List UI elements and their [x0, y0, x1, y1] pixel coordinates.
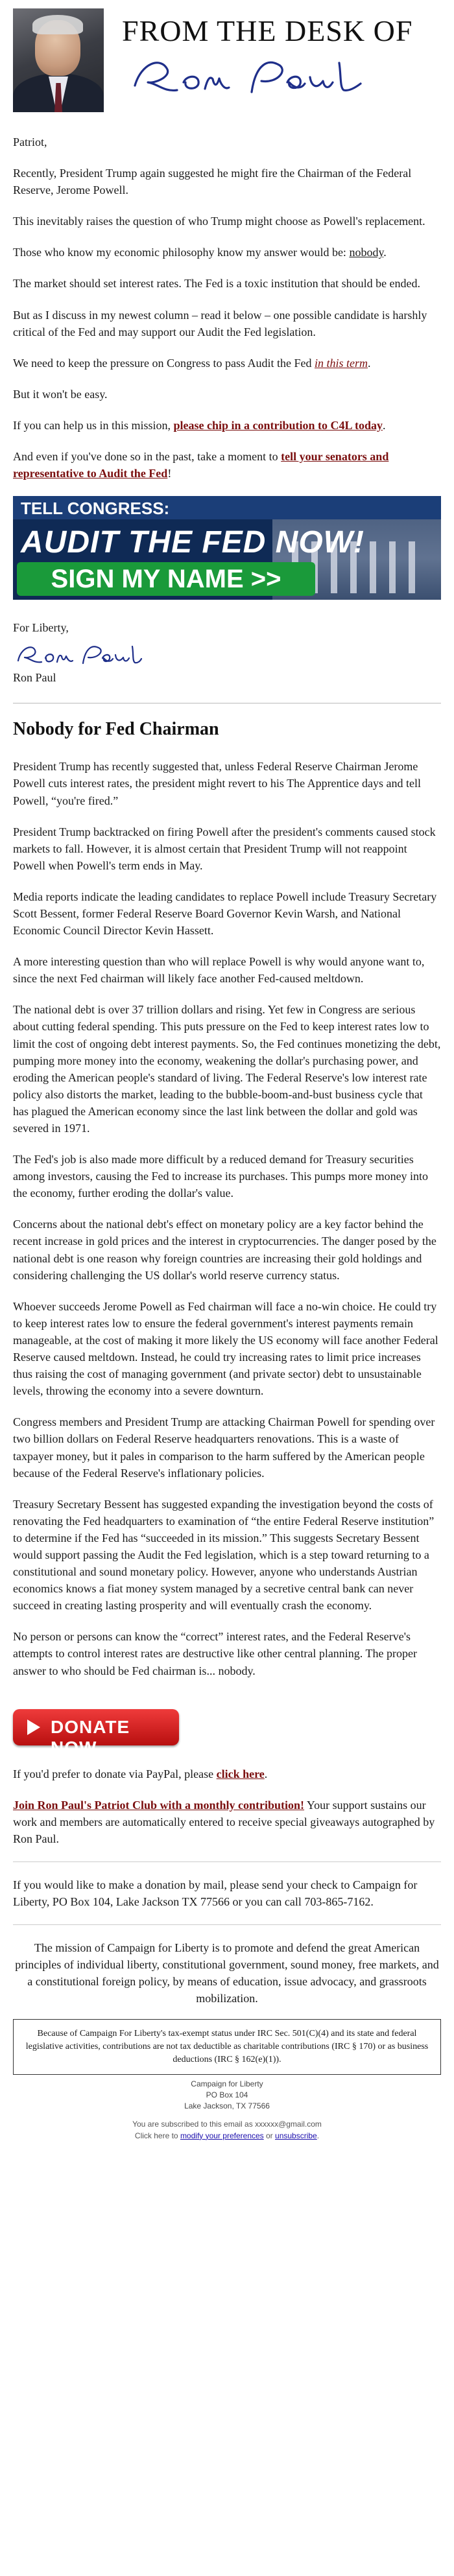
thin-divider [13, 1924, 441, 1925]
letter-paragraph-1: Recently, President Trump again suggested he might fire the Chairman of the Federal Reserve, Jerome Powell. [13, 167, 412, 197]
letter-paragraph-7: But it won't be easy. [13, 387, 108, 401]
greeting: Patriot, [13, 136, 47, 148]
letter-paragraph-4: The market should set interest rates. The Fed is a toxic institution that should be ended. [13, 277, 421, 290]
article-paragraph: Whoever succeeds Jerome Powell as Fed chairman will face a no-win choice. He could try to keep interest rates low to ensure the federal government's interest payments remain manageable, at the cost of making it more likely the US economy will face another Federal Reserve caused meltdown. Instead, he could try increasing rates to limit price increases thus raising the cost of managing government (and private sector) debt to unsustainable levels, throwing the economy into a severe downturn. [13, 1299, 438, 1398]
mission-statement: The mission of Campaign for Liberty is to promote and defend the great American principles of individual liberty, constitutional government, sound money, free markets, and a constitutional foreign policy, by means of education, issue advocacy, and grassroots mobilization. [15, 1941, 439, 2005]
sign-my-name-button[interactable]: SIGN MY NAME >> [17, 562, 315, 596]
mail-donation-paragraph: If you would like to make a donation by mail, please send your check to Campaign for Liberty, PO Box 104, Lake Jackson TX 77566 or you can call 703-865-7162. [13, 1878, 418, 1909]
closing-line: For Liberty, [13, 621, 69, 635]
article-paragraph: The national debt is over 37 trillion dollars and rising. Yet few in Congress are serious about cutting federal spending. This puts pressure on the Fed to keep interest rates low to limit the cost of ongoing debt interest payments. So, the Fed continues monetizing the debt, pumping more money into the economy, weakening the dollar's purchasing power, and eroding the American people's standard of living. The Federal Reserve's low interest rate policy also distorts the market, leading to the bubble-boom-and-bust business cycle that has plagued the American economy since the last link between the dollar and gold was severed in 1971. [13, 1003, 441, 1135]
banner-tell-congress: TELL CONGRESS: [21, 499, 170, 519]
thin-divider [13, 1861, 441, 1862]
banner-headline: AUDIT THE FED NOW! [21, 525, 364, 560]
article-paragraph: A more interesting question than who will replace Powell is why would anyone want to, since the next Fed chairman will likely face another Fed-caused meltdown. [13, 955, 425, 986]
letter-paragraph-6: We need to keep the pressure on Congress to pass Audit the Fed in this term. [13, 356, 371, 370]
tax-disclaimer: Because of Campaign For Liberty's tax-exempt status under IRC Sec. 501(C)(4) and its state and federal legislative activities, contributions are not tax deductible as charitable contributions (IRC § 170) or as business deductions (IRC § 162(e)(1)). [13, 2019, 441, 2075]
play-arrow-icon [27, 1719, 40, 1735]
audit-the-fed-banner[interactable] [13, 496, 441, 600]
letter-paragraph-2: This inevitably raises the question of who Trump might choose as Powell's replacement. [13, 215, 425, 228]
letter-paragraph-3: Those who know my economic philosophy know my answer would be: nobody. [13, 246, 387, 259]
article-paragraph: President Trump backtracked on firing Powell after the president's comments caused stock markets to fall. However, it is almost certain that President Trump will not reappoint Powell when Powell's term ends in May. [13, 825, 436, 872]
nobody-emphasis: nobody [349, 246, 384, 259]
closing-name: Ron Paul [13, 671, 56, 685]
article-paragraph: Media reports indicate the leading candidates to replace Powell include Treasury Secretary Scott Bessent, former Federal Reserve Board Governor Kevin Warsh, and National Economic Council Director Kevin Hassett. [13, 890, 437, 938]
donate-now-button[interactable] [13, 1709, 179, 1758]
article-title: Nobody for Fed Chairman [13, 719, 219, 740]
in-this-term-link[interactable]: in this term [314, 356, 368, 370]
modify-preferences-link[interactable]: modify your preferences [180, 2131, 264, 2140]
contribute-link[interactable]: please chip in a contribution to C4L today [173, 418, 383, 432]
article-paragraph: No person or persons can know the “correct” interest rates, and the Federal Reserve's attempts to control interest rates are destructive like other central planning. The proper answer to who should be Fed chairman is... nobody. [13, 1630, 417, 1677]
patriot-club-paragraph: Join Ron Paul's Patriot Club with a monthly contribution! Your support sustains our work and members are automatically entered to receive special giveaways autographed by Ron Paul. [13, 1798, 435, 1845]
article-paragraph: Treasury Secretary Bessent has suggested expanding the investigation beyond the costs of renovating the Fed headquarters to examination of “the entire Federal Reserve institution” to determine if the Fed has “succeeded in its mission.” This suggests Secretary Bessent would support passing the Audit the Fed legislation, which is a step toward returning to a constitutional and sound monetary policy. However, anyone who understands Austrian economics knows a fiat money system managed by a secretive central bank can never succeed in creating lasting prosperity and will eventually crash the economy. [13, 1497, 435, 1613]
ron-paul-photo [13, 8, 104, 112]
patriot-club-link[interactable]: Join Ron Paul's Patriot Club with a monthly contribution! [13, 1798, 305, 1812]
letter-paragraph-5: But as I discuss in my newest column – read it below – one possible candidate is harshly critical of the Fed and may support our Audit the Fed legislation. [13, 308, 427, 338]
article-paragraph: Congress members and President Trump are attacking Chairman Powell for spending over two billion dollars on Federal Reserve headquarters renovations. This is a waste of taxpayer money, but it pales in comparison to the harm suffered by the American people because of the Federal Reserve's inflationary policies. [13, 1415, 435, 1480]
article-paragraph: Concerns about the national debt's effect on monetary policy are a key factor behind the recent increase in gold prices and the interest in cryptocurrencies. The danger posed by the national debt is one reason why foreign countries are increasing their gold holdings and considering challenging the US dollar's world reserve currency status. [13, 1218, 436, 1282]
subscriber-email: xxxxxx@gmail.com [255, 2119, 322, 2129]
letter-header [13, 5, 441, 115]
donate-now-label: DONATE NOW [51, 1716, 130, 1758]
email-footer: You are subscribed to this email as xxxxxx@gmail.com Click here to modify your preferences or unsubscribe. [132, 2119, 322, 2140]
letter-paragraph-9: And even if you've done so in the past, take a moment to tell your senators and representative to Audit the Fed! [13, 450, 389, 480]
article-paragraph: President Trump has recently suggested that, unless Federal Reserve Chairman Jerome Powell cuts interest rates, the president might revert to his The Apprentice days and tell Powell, “you're fired.” [13, 760, 422, 807]
email-body [13, 0, 441, 2142]
tell-senators-link[interactable]: tell your senators and representative to Audit the Fed [13, 450, 389, 480]
letter-paragraph-8: If you can help us in this mission, please chip in a contribution to C4L today. [13, 418, 386, 432]
mailing-address: Campaign for Liberty PO Box 104 Lake Jackson, TX 77566 [184, 2079, 270, 2111]
header-title-block [104, 16, 441, 104]
article-paragraph: The Fed's job is also made more difficult by a reduced demand for Treasury securities among investors, causing the Fed to increase its purchases. This pumps more money into the economy, further eroding the dollar's value. [13, 1153, 429, 1200]
header-title: FROM THE DESK OF [122, 14, 413, 48]
ron-paul-signature-large [122, 50, 368, 102]
paypal-link[interactable]: click here [216, 1767, 265, 1780]
paypal-paragraph: If you'd prefer to donate via PayPal, please click here. [13, 1767, 268, 1780]
unsubscribe-link[interactable]: unsubscribe [275, 2131, 317, 2140]
ron-paul-signature-small [13, 640, 143, 668]
